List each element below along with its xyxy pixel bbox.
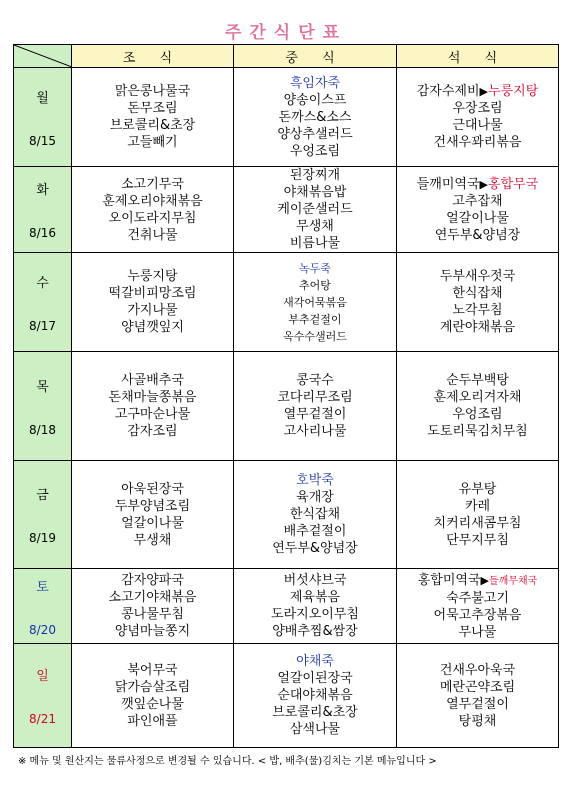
menu-item-text: 양배추찜&쌈장	[272, 624, 358, 639]
menu-item-text: 무생채	[133, 532, 172, 548]
arrow-icon: ▶	[479, 177, 489, 191]
menu-item-text: 홍합미역국	[417, 572, 481, 588]
arrow-icon: ▶	[480, 573, 489, 587]
menu-item	[72, 134, 233, 151]
menu-item	[72, 623, 233, 640]
menu-item	[397, 406, 558, 423]
day-name: 월	[36, 90, 49, 106]
menu-item-text: 오이도라지무침	[108, 210, 197, 226]
menu-item	[397, 83, 558, 100]
menu-item	[234, 472, 396, 489]
menu-item	[397, 302, 558, 319]
menu-item-text: 브로콜리&초장	[272, 705, 358, 720]
breakfast-cell	[72, 461, 234, 569]
menu-item-text: 한식잡채	[289, 507, 341, 522]
menu-item-text: 고구마순나물	[114, 407, 191, 422]
menu-item	[72, 515, 233, 532]
menu-item	[72, 83, 233, 100]
day-row	[14, 253, 559, 352]
menu-item	[397, 590, 558, 607]
menu-item	[72, 481, 233, 498]
menu-item	[397, 134, 558, 151]
menu-item	[397, 193, 558, 210]
menu-item	[234, 92, 396, 109]
menu-item	[234, 109, 396, 126]
menu-item-text: 부추겉절이	[288, 312, 342, 326]
menu-item	[234, 311, 396, 328]
menu-item-text: 콩국수	[296, 373, 334, 388]
dinner-cell	[397, 352, 559, 461]
menu-item	[234, 218, 396, 235]
menu-item-text: 감자양파국	[121, 573, 184, 588]
menu-item	[397, 515, 558, 532]
menu-item	[234, 201, 396, 218]
menu-item	[234, 653, 396, 670]
menu-item	[234, 572, 396, 589]
menu-item	[397, 319, 558, 336]
breakfast-cell	[72, 644, 234, 748]
menu-item	[397, 679, 558, 696]
day-row	[14, 167, 559, 253]
menu-item	[72, 389, 233, 406]
lunch-cell	[234, 644, 397, 748]
dinner-cell	[397, 167, 559, 253]
menu-item-text: 카레	[464, 498, 491, 514]
menu-item	[234, 167, 396, 184]
corner-cell	[14, 45, 72, 68]
menu-item	[397, 498, 558, 515]
dinner-cell	[397, 253, 559, 352]
menu-item-text: 버섯샤브국	[283, 573, 347, 588]
lunch-cell	[234, 167, 397, 253]
menu-item	[72, 227, 233, 244]
dinner-cell	[397, 461, 559, 569]
menu-item	[72, 532, 233, 549]
menu-item	[397, 481, 558, 498]
menu-item-text: 메란곤약조림	[439, 679, 516, 695]
menu-item-text: 맑은콩나물국	[114, 84, 191, 99]
menu-item-text: 우장조림	[452, 101, 503, 116]
menu-item-text: 고들빼기	[127, 135, 178, 150]
header-row	[14, 45, 559, 68]
day-cell	[14, 569, 72, 644]
day-row	[14, 352, 559, 461]
menu-item	[234, 294, 396, 311]
menu-item-text: 고추잡채	[452, 193, 503, 209]
menu-item-text: 근대나물	[452, 118, 503, 133]
lunch-cell	[234, 352, 397, 461]
breakfast-cell	[72, 68, 234, 167]
menu-item-text: 두부양념조림	[114, 498, 191, 514]
menu-item	[72, 302, 233, 319]
menu-item	[72, 319, 233, 336]
footnote: ※ 메뉴 및 원산지는 물류사정으로 변경될 수 있습니다. < 밥, 배추(물)김치는 기본 메뉴입니다 >	[18, 756, 437, 767]
menu-item-text: 우엉조림	[452, 407, 503, 422]
menu-item-text: 건새우아욱국	[439, 662, 516, 678]
menu-item-text: 제육볶음	[289, 590, 341, 605]
menu-item	[72, 696, 233, 713]
menu-item-text: 깻잎순나물	[121, 696, 184, 712]
menu-item	[397, 532, 558, 549]
menu-item-text: 된장찌개	[289, 168, 341, 183]
breakfast-cell	[72, 253, 234, 352]
dinner-cell	[397, 569, 559, 644]
menu-item	[72, 100, 233, 117]
menu-item	[397, 696, 558, 713]
menu-item	[234, 75, 396, 92]
menu-item-text: 훈제오리야채볶음	[102, 193, 203, 209]
page-title: 주간식단표	[224, 23, 348, 43]
breakfast-cell	[72, 569, 234, 644]
menu-item	[72, 268, 233, 285]
menu-item-text: 건취나물	[127, 227, 178, 243]
menu-item	[234, 704, 396, 721]
lunch-cell	[234, 68, 397, 167]
menu-item-text: 추어탕	[299, 278, 331, 292]
menu-item-text: 코다리무조림	[277, 390, 353, 405]
day-row	[14, 644, 559, 748]
menu-item-text: 파인애플	[127, 713, 178, 729]
menu-item-text: 우엉조림	[289, 143, 341, 159]
menu-item-text: 도라지오이무침	[271, 607, 359, 622]
day-date: 8/20	[29, 622, 56, 637]
day-cell	[14, 644, 72, 748]
menu-item	[397, 117, 558, 134]
menu-item-text: 북어무국	[127, 662, 178, 678]
lunch-cell	[234, 253, 397, 352]
header-breakfast: 조 식	[72, 45, 234, 68]
menu-item-text: 연두부&양념장	[434, 227, 521, 243]
menu-item-text: 돈무조림	[127, 101, 178, 116]
menu-item	[234, 489, 396, 506]
menu-item-text: 숙주불고기	[446, 590, 509, 606]
menu-item-text: 호박죽	[296, 473, 334, 488]
day-name: 목	[36, 379, 49, 395]
day-date: 8/16	[29, 226, 56, 240]
menu-item	[234, 372, 396, 389]
menu-item-text: 아욱된장국	[121, 481, 184, 497]
menu-item	[72, 406, 233, 423]
menu-item	[234, 523, 396, 540]
menu-item-alternate: 들깨무채국	[488, 575, 538, 587]
menu-item	[72, 423, 233, 440]
menu-item-text: 흑임자죽	[289, 75, 341, 91]
menu-item-text: 비름나물	[289, 236, 341, 251]
menu-item-text: 고사리나물	[283, 424, 347, 439]
menu-item-alternate: 누룽지탕	[488, 84, 539, 99]
menu-item-text: 순두부백탕	[446, 373, 509, 388]
menu-item-text: 콩나물무침	[121, 607, 184, 622]
menu-item-text: 육개장	[296, 490, 334, 505]
menu-item	[397, 100, 558, 117]
menu-item-text: 떡갈비피망조림	[108, 286, 197, 301]
menu-item-text: 두부새우젓국	[439, 269, 516, 284]
menu-item-text: 치커리새콤무침	[433, 515, 522, 531]
dinner-cell	[397, 644, 559, 748]
day-cell	[14, 167, 72, 253]
day-row	[14, 461, 559, 569]
day-date: 8/15	[29, 133, 56, 148]
day-name: 금	[36, 488, 49, 503]
menu-item	[234, 328, 396, 345]
day-date: 8/21	[29, 712, 56, 726]
menu-item-text: 건새우꽈리볶음	[433, 135, 522, 150]
menu-item	[397, 285, 558, 302]
menu-item-text: 유부탕	[458, 481, 497, 497]
menu-item	[72, 713, 233, 730]
menu-item	[72, 572, 233, 589]
menu-item	[397, 607, 558, 624]
day-row	[14, 68, 559, 167]
menu-item	[234, 670, 396, 687]
menu-item	[397, 372, 558, 389]
menu-item	[397, 268, 558, 285]
menu-item	[234, 623, 396, 640]
menu-item	[234, 721, 396, 738]
menu-item-alternate: 홍합무국	[488, 176, 539, 192]
menu-item-text: 탕평채	[458, 713, 497, 729]
lunch-cell	[234, 461, 397, 569]
menu-item-text: 배추겉절이	[283, 524, 347, 539]
menu-item	[72, 176, 233, 193]
menu-item-text: 야채볶음밥	[283, 185, 347, 200]
menu-item-text: 야채죽	[296, 654, 334, 669]
menu-item-text: 가지나물	[127, 303, 178, 318]
menu-item-text: 순대야채볶음	[277, 688, 353, 703]
menu-item-text: 새각어묵볶음	[283, 295, 347, 309]
menu-item-text: 돈채마늘쫑볶음	[108, 390, 197, 405]
menu-item-text: 돈까스&소스	[278, 109, 352, 125]
menu-item	[397, 423, 558, 440]
menu-item	[397, 624, 558, 641]
header-lunch: 중 식	[234, 45, 397, 68]
menu-item	[397, 210, 558, 227]
menu-item	[397, 572, 558, 590]
menu-item	[234, 589, 396, 606]
menu-item-text: 옥수수샐러드	[283, 329, 347, 343]
menu-item	[234, 506, 396, 523]
menu-item	[72, 589, 233, 606]
menu-item	[72, 210, 233, 227]
breakfast-cell	[72, 167, 234, 253]
menu-item	[72, 679, 233, 696]
menu-item-text: 열무겉절이	[446, 696, 509, 712]
menu-item	[72, 285, 233, 302]
menu-item-text: 양념마늘쫑지	[114, 624, 191, 639]
menu-item-text: 브로콜리&초장	[109, 118, 196, 133]
menu-item	[72, 117, 233, 134]
menu-item-text: 들깨미역국	[416, 176, 480, 192]
day-name: 토	[36, 579, 49, 595]
menu-item	[72, 606, 233, 623]
menu-item-text: 닭가슴살조림	[114, 679, 191, 695]
menu-item	[72, 193, 233, 210]
menu-item	[234, 260, 396, 277]
day-date: 8/17	[29, 318, 56, 333]
day-row	[14, 569, 559, 644]
menu-item-text: 열무겉절이	[283, 407, 347, 422]
menu-item	[234, 540, 396, 557]
menu-item-text: 사골배추국	[121, 373, 184, 388]
day-name: 일	[36, 669, 49, 684]
menu-item-text: 누룽지탕	[127, 269, 178, 284]
lunch-cell	[234, 569, 397, 644]
menu-item-text: 감자수제비	[416, 84, 480, 99]
menu-item-text: 훈제오리겨자채	[433, 390, 522, 405]
menu-item-text: 한식잡채	[452, 286, 503, 301]
menu-item	[234, 423, 396, 440]
menu-item	[397, 176, 558, 193]
menu-item-text: 감자조림	[127, 424, 178, 439]
day-cell	[14, 68, 72, 167]
menu-item-text: 녹두죽	[299, 261, 331, 275]
menu-item-text: 케이준샐러드	[277, 202, 353, 217]
menu-item	[234, 606, 396, 623]
day-date: 8/19	[29, 531, 56, 545]
menu-item	[234, 143, 396, 160]
day-name: 수	[36, 275, 49, 291]
breakfast-cell	[72, 352, 234, 461]
menu-item	[72, 498, 233, 515]
menu-item	[234, 389, 396, 406]
menu-item	[397, 227, 558, 244]
menu-item-text: 노각무침	[452, 303, 503, 318]
menu-item-text: 단무지무침	[446, 532, 509, 548]
menu-item	[234, 126, 396, 143]
menu-item-text: 연두부&양념장	[272, 541, 358, 556]
menu-item-text: 소고기야채볶음	[108, 590, 197, 605]
menu-item-text: 어묵고추장볶음	[433, 607, 522, 623]
menu-item-text: 계란야채볶음	[439, 320, 516, 335]
menu-item-text: 양념깻잎지	[121, 320, 184, 335]
menu-item	[72, 662, 233, 679]
menu-item	[234, 687, 396, 704]
day-cell	[14, 352, 72, 461]
header-dinner: 석 식	[397, 45, 559, 68]
menu-item	[234, 235, 396, 252]
dinner-cell	[397, 68, 559, 167]
menu-item-text: 무생채	[296, 219, 334, 234]
menu-item-text: 도토리묵김치무침	[427, 424, 528, 439]
menu-item-text: 소고기무국	[121, 176, 184, 192]
menu-item	[397, 389, 558, 406]
diagonal-line	[14, 45, 72, 67]
menu-item-text: 얼갈이나물	[446, 210, 509, 226]
menu-item	[397, 662, 558, 679]
menu-item-text: 얼갈이된장국	[277, 671, 353, 686]
menu-item	[397, 713, 558, 730]
menu-item	[234, 406, 396, 423]
day-date: 8/18	[29, 422, 56, 437]
menu-item-text: 무나물	[458, 624, 497, 640]
menu-item-text: 삼색나물	[289, 722, 341, 737]
day-name: 화	[36, 183, 49, 198]
menu-item-text: 얼갈이나물	[121, 515, 184, 531]
day-cell	[14, 253, 72, 352]
menu-item-text: 양상추샐러드	[277, 126, 353, 142]
menu-item-text: 양송이스프	[283, 92, 347, 108]
arrow-icon: ▶	[479, 85, 489, 98]
menu-item	[234, 277, 396, 294]
weekly-menu-table	[13, 44, 559, 748]
day-cell	[14, 461, 72, 569]
menu-item	[72, 372, 233, 389]
menu-item	[234, 184, 396, 201]
